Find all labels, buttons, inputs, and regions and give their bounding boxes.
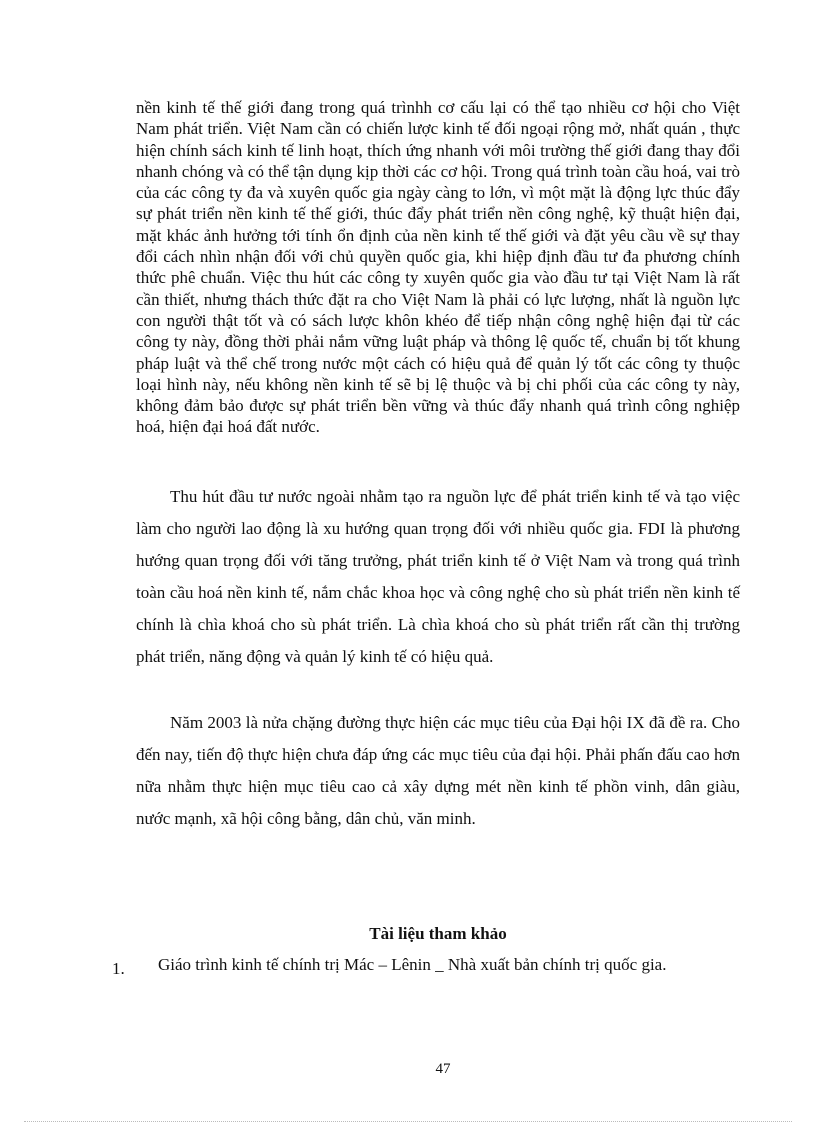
page-bottom-border — [24, 1121, 792, 1122]
body-paragraph-1: nền kinh tế thế giới đang trong quá trìnhh cơ cấu lại có thể tạo nhiều cơ hội cho Việt Nam phát triển. Việt Nam cần có chiến lược kinh tế đối ngoại rộng mở, nhất quán , thực hiện chính sách kinh tế linh hoạt, thích ứng nhanh với môi trường thế giới đang thay đổi nhanh chóng và có thể tận dụng kịp thời các cơ hội. Trong quá trình toàn cầu hoá, vai trò của các công ty đa và xuyên quốc gia ngày càng to lớn, vì một mặt là động lực thúc đẩy sự phát triển nền kinh tế thế giới, thúc đẩy phát triển nền công nghệ, kỹ thuật hiện đại, mặt khác ảnh hưởng tới tính ổn định của nền kinh tế thế giới và đặt yêu cầu về sự thay đổi cách nhìn nhận đối với chủ quyền quốc gia, khi hiệp định đầu tư đa phương chính thức phê chuẩn. Việc thu hút các công ty xuyên quốc gia vào đầu tư tại Việt Nam là rất cần thiết, nhưng thách thức đặt ra cho Việt Nam là phải có lực lượng, nhất là nguồn lực con người thật tốt và có sách lược khôn khéo để tiếp nhận công nghệ hiện đại từ các công ty này, đồng thời phải nắm vững luật pháp và thông lệ quốc tế, chuẩn bị tốt khung pháp luật và thể chế trong nước một cách có hiệu quả để quản lý tốt các công ty thuộc loại hình này, nếu không nền kinh tế sẽ bị lệ thuộc và bị chi phối của các công ty này, không đảm bảo được sự phát triển bền vững và thúc đẩy nhanh quá trình công nghiệp hoá, hiện đại hoá đất nước. — [136, 98, 740, 437]
references-heading: Tài liệu tham khảo — [369, 924, 507, 943]
body-paragraph-3: Năm 2003 là nửa chặng đường thực hiện các mục tiêu của Đại hội IX đã đề ra. Cho đến nay, tiến độ thực hiện chưa đáp ứng các mục tiêu của đại hội. Phải phấn đấu cao hơn nữa nhằm thực hiện mục tiêu cao cả xây dựng mét nền kinh tế phồn vinh, dân giàu, nước mạnh, xã hội công bằng, dân chủ, văn minh. — [136, 713, 740, 828]
reference-number: 1. — [112, 959, 125, 978]
body-paragraph-2: Thu hút đầu tư nước ngoài nhằm tạo ra nguồn lực để phát triển kinh tế và tạo việc làm cho người lao động là xu hướng quan trọng đối với nhiều quốc gia. FDI là phương hướng quan trọng đối với tăng trưởng, phát triển kinh tế ở Việt Nam và trong quá trình toàn cầu hoá nền kinh tế, nắm chắc khoa học và công nghệ cho sù phát triển nền kinh tế chính là chìa khoá cho sù phát triển. Là chìa khoá cho sù phát triển rất cần thị trường phát triển, năng động và quản lý kinh tế có hiệu quả. — [136, 487, 740, 666]
reference-text: Giáo trình kinh tế chính trị Mác – Lênin _ Nhà xuất bản chính trị quốc gia. — [158, 955, 667, 974]
page-number: 47 — [435, 1061, 451, 1077]
